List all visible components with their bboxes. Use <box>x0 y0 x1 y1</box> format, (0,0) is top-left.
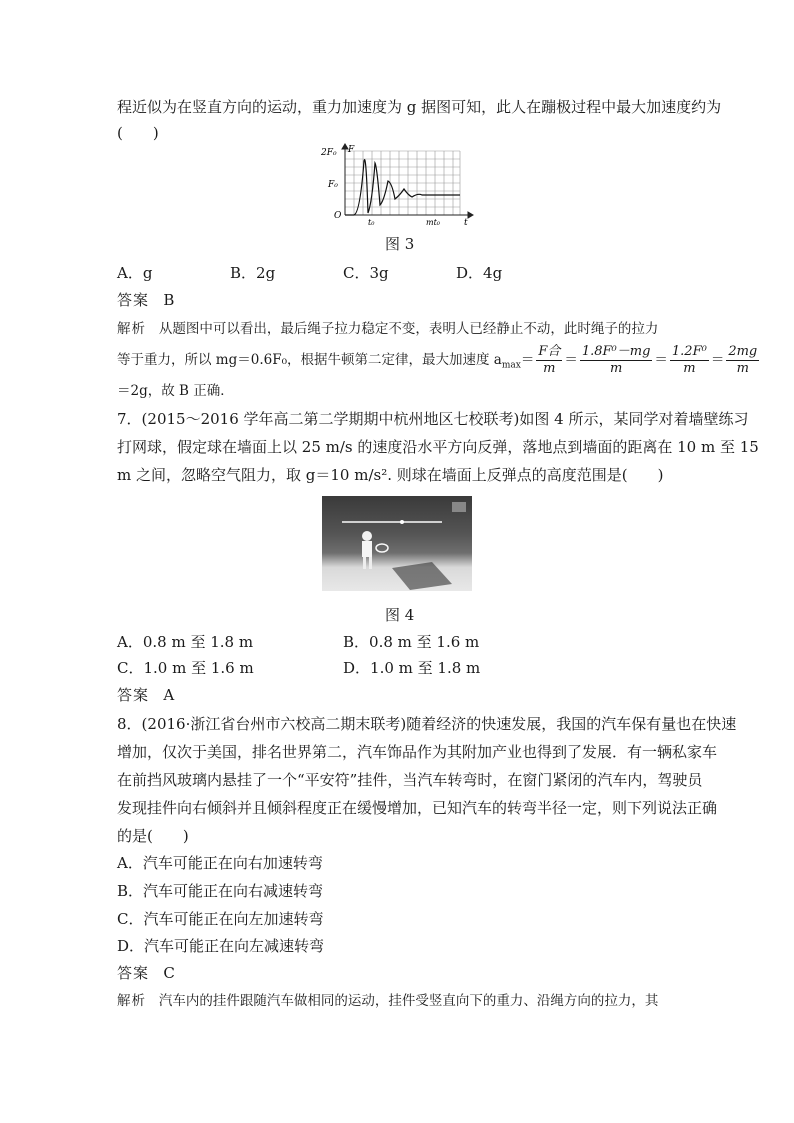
q6-stem-line2: ( ) <box>117 124 159 142</box>
q6-stem-line1: 程近似为在竖直方向的运动，重力加速度为 g 据图可知，此人在蹦极过程中最大加速度约为 <box>117 98 722 116</box>
figure-4-photo-drawing <box>322 496 472 591</box>
q6-amax-sub: max <box>501 360 521 371</box>
graph-ylabel-f0: F₀ <box>328 180 338 190</box>
graph-ylabel-2f0: 2F₀ <box>321 148 337 158</box>
q8-answer <box>117 962 175 984</box>
q7-stem-line2: 打网球，假定球在墙面上以 25 m/s 的速度沿水平方向反弹，落地点到墙面的距离在 10 m 至 15 <box>117 438 759 456</box>
q6-frac-3: $\frac{\text{1.2F⁰}}{m}$ <box>671 344 707 376</box>
q6-analysis-line2: 等于重力，所以 mg＝0.6F₀，根据牛顿第二定律，最大加速度 $a_{max}=$ $\frac{\text{F合}}{m}$ ＝ $\frac{\text{1.8F⁰－mg}}{m}$ ＝ $\frac{\text{1.2F⁰}}{m}$ ＝ $\frac{2mg}{m}$ <box>117 344 758 376</box>
q6-analysis-label: 解析 <box>117 321 146 337</box>
q6-option-d: D．4g <box>456 264 503 282</box>
q8-analysis-line1 <box>117 990 658 1012</box>
q6-frac-1: $\frac{\text{F合}}{m}$ <box>538 344 561 376</box>
graph-xlabel-t: t <box>464 218 468 228</box>
q8-stem-line1: 8．(2016·浙江省台州市六校高二期末联考)随着经济的快速发展，我国的汽车保有量也在快速 <box>117 715 737 733</box>
q8-analysis-text1: 汽车内的挂件跟随汽车做相同的运动，挂件受竖直向下的重力、沿绳方向的拉力，其 <box>158 993 659 1009</box>
player-leg-right <box>369 557 372 569</box>
player-body <box>362 541 372 557</box>
q8-answer-label: 答案 <box>117 964 150 982</box>
wall-sign <box>452 502 466 512</box>
q7-option-b: B．0.8 m 至 1.6 m <box>343 633 480 651</box>
q6-answer <box>117 289 174 311</box>
q6-frac-2: $\frac{\text{1.8F⁰－mg}}{m}$ <box>581 344 651 376</box>
q7-stem-line3: m 之间，忽略空气阻力，取 g＝10 m/s². 则球在墙面上反弹点的高度范围是( ) <box>117 466 664 484</box>
figure-3-caption: 图 3 <box>385 235 415 253</box>
q7-answer <box>117 684 174 706</box>
q6-option-b: B．2g <box>230 264 276 282</box>
q7-option-c: C．1.0 m 至 1.6 m <box>117 659 254 677</box>
tennis-ball <box>400 520 404 524</box>
player-shadow <box>392 562 452 590</box>
q6-option-a: A．g <box>117 264 153 282</box>
q8-option-d: D．汽车可能正在向左减速转弯 <box>117 937 325 955</box>
graph-axis-f: F <box>348 145 355 155</box>
q6-option-c: C．3g <box>343 264 389 282</box>
graph-origin: O <box>334 211 342 221</box>
q6-analysis-text2: 等于重力，所以 mg＝0.6F₀，根据牛顿第二定律，最大加速度 a <box>117 352 502 368</box>
q8-stem-line2: 增加，仅次于美国，排名世界第二，汽车饰品作为其附加产业也得到了发展．有一辆私家车 <box>117 743 718 761</box>
q8-stem-line3: 在前挡风玻璃内悬挂了一个“平安符”挂件，当汽车转弯时，在窗门紧闭的汽车内，驾驶员 <box>117 771 703 789</box>
q8-stem-line4: 发现挂件向右倾斜并且倾斜程度正在缓慢增加，已知汽车的转弯半径一定，则下列说法正确 <box>117 799 718 817</box>
q6-answer-value: B <box>163 291 175 309</box>
q8-stem-line5: 的是( ) <box>117 827 189 845</box>
q6-analysis-line3: ＝2g，故 B 正确． <box>117 383 234 399</box>
racket <box>376 544 388 552</box>
q6-analysis-text1: 从题图中可以看出，最后绳子拉力稳定不变，表明人已经静止不动，此时绳子的拉力 <box>158 321 659 337</box>
q7-answer-label: 答案 <box>117 686 150 704</box>
q8-option-b: B．汽车可能正在向右减速转弯 <box>117 882 324 900</box>
q7-stem-line1: 7．(2015～2016 学年高二第二学期期中杭州地区七校联考)如图 4 所示，某同学对着墙壁练习 <box>117 410 749 428</box>
q8-option-a: A．汽车可能正在向右加速转弯 <box>117 854 323 872</box>
q6-frac-4: $\frac{2mg}{m}$ <box>728 344 758 376</box>
q8-analysis-label: 解析 <box>117 993 146 1009</box>
q7-option-d: D．1.0 m 至 1.8 m <box>343 659 481 677</box>
figure-4-tennis-photo <box>322 496 472 591</box>
player-leg-left <box>363 557 366 569</box>
figure-3-force-time-graph <box>320 143 475 228</box>
figure-4-caption: 图 4 <box>385 606 415 624</box>
graph-xlabel-mt0: mt₀ <box>426 218 441 227</box>
q7-answer-value: A <box>163 686 175 704</box>
graph-curve <box>345 160 460 215</box>
q6-analysis-line1 <box>117 318 658 340</box>
q7-option-a: A．0.8 m 至 1.8 m <box>117 633 254 651</box>
q8-answer-value: C <box>163 964 175 982</box>
q6-answer-label: 答案 <box>117 291 150 309</box>
q8-option-c: C．汽车可能正在向左加速转弯 <box>117 910 324 928</box>
player-head <box>362 531 372 541</box>
graph-xlabel-t0: t₀ <box>368 218 375 227</box>
